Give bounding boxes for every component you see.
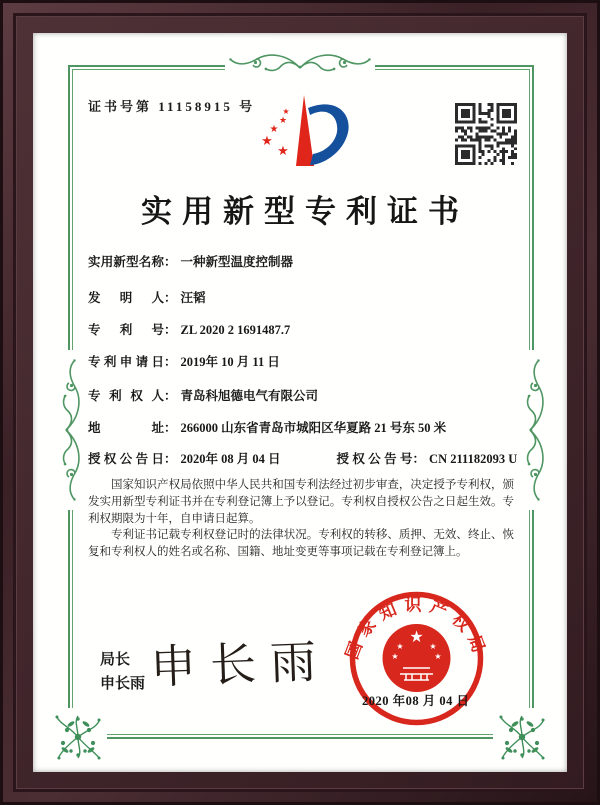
field-row-address <box>88 418 446 436</box>
cnipa-logo-icon <box>250 90 354 177</box>
cnipa-seal-icon <box>344 586 489 736</box>
legal-text <box>88 477 514 561</box>
legal-paragraph-2: 专利证书记载专利权登记时的法律状况。专利权的转移、质押、无效、终止、恢复和专利权人的姓名或名称、国籍、地址变更等事项记载在专利登记簿上。 <box>88 529 514 559</box>
certificate-number: 证书号第 11158915 号 <box>88 99 256 114</box>
left-flourish-icon <box>52 350 84 510</box>
field-value: 汪韬 <box>180 291 206 305</box>
svg-text:★: ★ <box>396 642 404 651</box>
svg-text:★: ★ <box>434 652 442 661</box>
seal-agency-text: 国家知识产权局 <box>344 595 489 662</box>
svg-text:★: ★ <box>391 652 399 661</box>
field-label: 授权公告号 <box>336 452 413 466</box>
field-row-patentee <box>88 386 318 404</box>
field-label: 实用新型名称 <box>88 255 164 269</box>
svg-text:★: ★ <box>261 134 273 149</box>
field-row-inventor <box>88 288 206 306</box>
field-colon: ： <box>164 323 177 337</box>
field-colon: ： <box>164 355 177 369</box>
field-value: 2020年 08 月 04 日 <box>180 452 281 466</box>
field-row-patent-number <box>88 320 290 338</box>
field-label: 授权公告日 <box>88 452 164 466</box>
field-value: 一种新型温度控制器 <box>180 255 294 269</box>
corner-floral-left-icon <box>49 708 107 766</box>
seal-date: 2020 年08 月 04 日 <box>362 694 470 708</box>
director-signature: 申长雨 <box>149 633 331 695</box>
field-colon: ： <box>164 452 177 466</box>
svg-text:★: ★ <box>409 627 424 646</box>
field-row-grant <box>88 449 517 467</box>
field-label: 专利申请日 <box>88 355 164 369</box>
field-label: 专利号 <box>88 323 164 337</box>
legal-paragraph-1: 国家知识产权局依照中华人民共和国专利法经过初步审查，决定授予专利权，颁发实用新型专利证书并在专利登记簿上予以登记。专利权自授权公告之日起生效。专利权期限为十年，自申请日起算。 <box>88 479 514 525</box>
director-name: 申长雨 <box>100 676 146 692</box>
field-label: 发明人 <box>88 291 164 305</box>
field-value: 青岛科旭德电气有限公司 <box>180 389 319 403</box>
director-block <box>100 648 145 696</box>
field-colon: ： <box>164 421 177 435</box>
svg-text:★: ★ <box>278 116 288 126</box>
field-value: 266000 山东省青岛市城阳区华夏路 21 号东 50 米 <box>180 421 447 435</box>
field-colon: ： <box>412 452 426 466</box>
svg-text:★: ★ <box>282 107 290 116</box>
field-row-name <box>88 252 293 270</box>
svg-text:★: ★ <box>269 124 279 135</box>
svg-text:★: ★ <box>429 642 437 651</box>
certificate-title: 实用新型专利证书 <box>141 194 469 229</box>
field-label: 专利权人 <box>88 389 164 403</box>
field-value: CN 211182093 U <box>429 452 518 466</box>
field-value: 2019年 10 月 11 日 <box>180 355 280 369</box>
field-row-filing-date <box>88 352 280 370</box>
qr-code <box>455 103 517 165</box>
director-title: 局长 <box>100 652 131 668</box>
corner-floral-right-icon <box>493 708 551 766</box>
field-colon: ： <box>164 291 177 305</box>
right-flourish-icon <box>516 350 548 510</box>
top-flourish-icon <box>225 50 375 82</box>
field-value: ZL 2020 2 1691487.7 <box>180 323 291 337</box>
field-colon: ： <box>164 255 177 269</box>
svg-text:★: ★ <box>277 144 289 159</box>
field-colon: ： <box>164 389 177 403</box>
field-label: 地址 <box>88 421 164 435</box>
